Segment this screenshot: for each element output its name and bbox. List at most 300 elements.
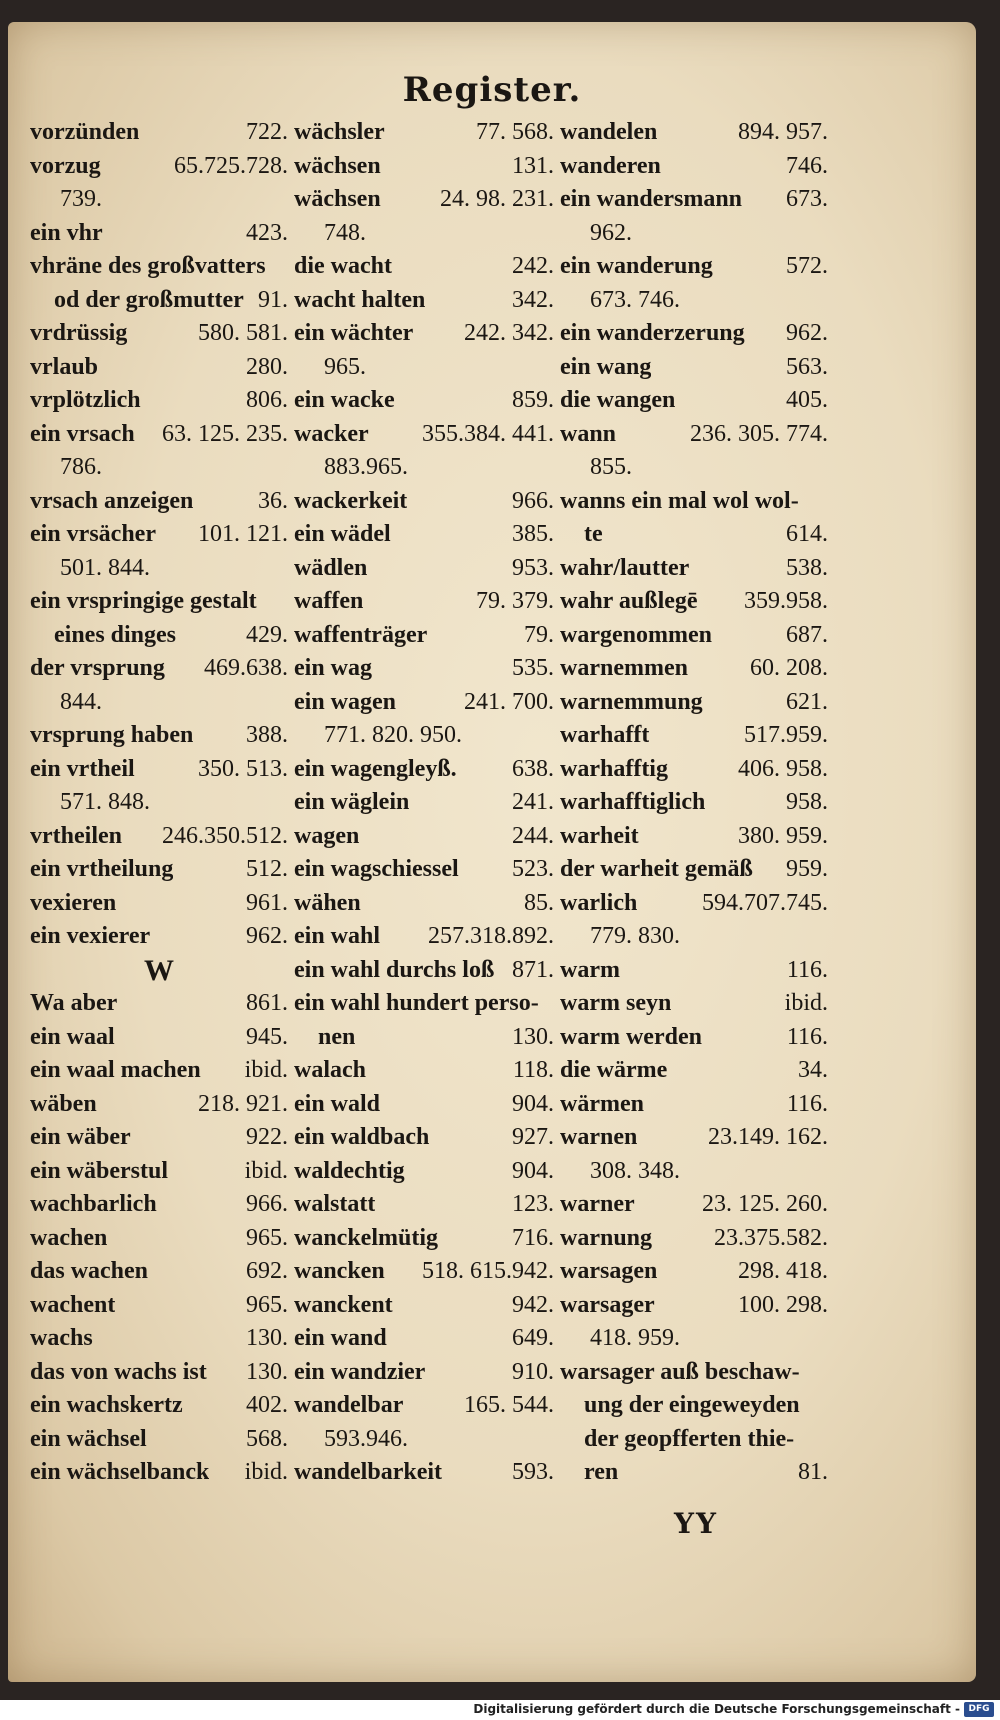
index-entry <box>560 418 828 452</box>
entry-page-refs: 355.384. 441. <box>422 420 554 447</box>
entry-page-refs: 927. <box>512 1124 554 1150</box>
entry-term: waldechtig <box>294 1157 405 1184</box>
entry-page-refs: 593.946. <box>324 1425 408 1452</box>
entry-term: ein waal <box>30 1023 115 1050</box>
entry-term: vrtheilen <box>30 822 122 849</box>
entry-page-refs: 722. <box>246 119 288 145</box>
entry-page-refs: 962. <box>786 320 828 346</box>
page-title: Register. <box>402 70 582 110</box>
index-entry <box>560 1054 828 1088</box>
entry-page-refs: 844. <box>60 688 102 715</box>
entry-page-refs: 904. <box>512 1157 554 1184</box>
entry-page-refs: 786. <box>60 454 102 480</box>
entry-page-refs: 538. <box>786 554 828 581</box>
index-entry <box>294 786 554 820</box>
entry-term: der warheit gemäß <box>560 856 753 882</box>
index-entry <box>560 619 828 653</box>
entry-term: warnemmung <box>560 688 703 715</box>
index-column-3 <box>560 116 828 1490</box>
entry-term: wanderen <box>560 152 661 179</box>
index-entry <box>30 1121 288 1155</box>
index-entry <box>30 183 288 217</box>
entry-term: wächsen <box>294 152 381 179</box>
entry-term: wandelen <box>560 119 658 145</box>
index-entry <box>30 116 288 150</box>
entry-page-refs: 380. 959. <box>738 822 828 849</box>
entry-term: wahr/lautter <box>560 554 690 581</box>
entry-page-refs: 23. 125. 260. <box>702 1191 828 1217</box>
index-entry <box>560 686 828 720</box>
index-entry <box>560 820 828 854</box>
index-entry <box>294 853 554 887</box>
index-entry <box>30 719 288 753</box>
index-entry <box>294 317 554 351</box>
entry-page-refs: 859. <box>512 387 554 413</box>
index-entry <box>294 284 554 318</box>
entry-term: warnen <box>560 1124 638 1150</box>
entry-page-refs: 501. 844. <box>60 554 150 581</box>
index-entry <box>30 150 288 184</box>
entry-term: warsagen <box>560 1258 658 1284</box>
entry-page-refs: 748. <box>324 219 366 246</box>
entry-term: ein wächsel <box>30 1425 147 1452</box>
entry-page-refs: 594.707.745. <box>702 889 828 916</box>
entry-page-refs: 118. <box>512 1057 554 1083</box>
index-entry <box>294 1356 554 1390</box>
entry-term: wacker <box>294 420 369 447</box>
entry-page-refs: 385. <box>512 521 554 547</box>
index-entry <box>560 284 828 318</box>
book-page <box>8 22 976 1682</box>
entry-term: wancken <box>294 1258 385 1284</box>
entry-page-refs: 638. <box>512 755 554 782</box>
entry-term: ein wald <box>294 1090 381 1117</box>
index-entry <box>30 920 288 954</box>
entry-page-refs: 34. <box>798 1057 828 1083</box>
entry-term: warnung <box>560 1224 653 1251</box>
entry-page-refs: 359.958. <box>744 588 828 614</box>
index-entry <box>560 1456 828 1490</box>
index-entry <box>30 351 288 385</box>
entry-term: vrsach anzeigen <box>30 487 194 514</box>
entry-term: waffenträger <box>294 621 428 648</box>
entry-term: wacht halten <box>294 286 426 313</box>
index-entry <box>294 116 554 150</box>
entry-term: od der großmutter <box>54 286 244 313</box>
entry-term: die wangen <box>560 387 676 413</box>
entry-page-refs: 81. <box>798 1459 828 1485</box>
entry-page-refs: 958. <box>786 789 828 815</box>
entry-page-refs: 23.375.582. <box>714 1224 828 1251</box>
index-entry <box>560 987 828 1021</box>
index-entry <box>560 853 828 887</box>
entry-term: ein vhr <box>30 219 103 246</box>
entry-page-refs: 894. 957. <box>738 119 828 145</box>
entry-term: vrlaub <box>30 353 99 380</box>
entry-page-refs: 771. 820. 950. <box>324 722 462 748</box>
entry-page-refs: 406. 958. <box>738 755 828 782</box>
entry-page-refs: ibid. <box>784 990 828 1016</box>
index-entry <box>560 585 828 619</box>
entry-term: wächsen <box>294 186 381 212</box>
entry-page-refs: ibid. <box>244 1157 288 1184</box>
entry-page-refs: 687. <box>786 621 828 648</box>
entry-term: ein wäglein <box>294 789 410 815</box>
entry-term: warheit <box>560 822 639 849</box>
entry-page-refs: 280. <box>246 353 288 380</box>
entry-term: ren <box>584 1459 619 1485</box>
index-entry <box>560 1021 828 1055</box>
entry-term: vhräne des großvatters <box>30 253 266 279</box>
index-entry <box>560 1088 828 1122</box>
index-entry <box>294 954 554 988</box>
index-entry <box>294 753 554 787</box>
entry-term: warlich <box>560 889 638 916</box>
entry-page-refs: 942. <box>512 1291 554 1318</box>
entry-term: die wärme <box>560 1057 668 1083</box>
entry-term: vrsprung haben <box>30 722 194 748</box>
index-entry <box>560 954 828 988</box>
index-entry <box>294 150 554 184</box>
index-entry <box>560 351 828 385</box>
index-entry <box>294 1088 554 1122</box>
entry-term: Wa aber <box>30 990 118 1016</box>
index-entry <box>560 887 828 921</box>
entry-term: ein vrtheilung <box>30 856 174 882</box>
index-entry <box>294 1021 554 1055</box>
entry-term: ein vrtheil <box>30 755 135 782</box>
entry-page-refs: 79. <box>524 621 554 648</box>
entry-term: ein wahl <box>294 923 381 949</box>
entry-term: ein wächselbanck <box>30 1459 210 1485</box>
entry-page-refs: 24. 98. 231. <box>440 186 554 212</box>
entry-term: te <box>584 521 603 547</box>
index-entry <box>560 518 828 552</box>
index-entry <box>294 619 554 653</box>
index-entry <box>30 585 288 619</box>
entry-page-refs: 130. <box>246 1325 288 1351</box>
index-entry <box>560 652 828 686</box>
index-entry <box>294 1389 554 1423</box>
entry-term: wahr außlegē <box>560 588 698 614</box>
entry-page-refs: 962. <box>590 219 632 246</box>
index-entry <box>294 1121 554 1155</box>
index-entry <box>30 317 288 351</box>
entry-page-refs: 418. 959. <box>590 1325 680 1351</box>
entry-term: ein wachskertz <box>30 1392 183 1418</box>
index-entry <box>560 485 828 519</box>
entry-page-refs: 953. <box>512 554 554 581</box>
index-entry <box>30 820 288 854</box>
index-entry <box>294 686 554 720</box>
entry-term: wandelbarkeit <box>294 1459 443 1485</box>
index-column-2 <box>294 116 554 1490</box>
entry-term: wachbarlich <box>30 1191 157 1217</box>
index-entry <box>30 451 288 485</box>
entry-term: warner <box>560 1191 635 1217</box>
entry-term: walach <box>294 1057 366 1083</box>
index-entry <box>30 384 288 418</box>
entry-term: wann <box>560 420 617 447</box>
entry-page-refs: 806. <box>246 387 288 413</box>
signature-mark: YY <box>674 1507 718 1540</box>
entry-page-refs: 871. <box>512 956 554 983</box>
entry-term: warm seyn <box>560 990 672 1016</box>
index-entry <box>294 1155 554 1189</box>
entry-page-refs: 469.638. <box>204 655 288 681</box>
index-entry <box>294 451 554 485</box>
entry-page-refs: 966. <box>246 1191 288 1217</box>
index-entry <box>294 920 554 954</box>
index-entry <box>30 1322 288 1356</box>
entry-page-refs: 131. <box>512 152 554 179</box>
entry-term: ein wagschiessel <box>294 856 459 882</box>
index-entry <box>294 719 554 753</box>
footer-credit: Digitalisierung gefördert durch die Deutsche Forschungsgemeinschaft - <box>473 1702 960 1716</box>
index-entry <box>30 284 288 318</box>
entry-page-refs: 242. 342. <box>464 320 554 346</box>
entry-term: ein vexierer <box>30 923 151 949</box>
entry-term: warnemmen <box>560 655 688 681</box>
entry-page-refs: 342. <box>512 286 554 313</box>
entry-page-refs: 257.318.892. <box>428 923 554 949</box>
entry-term: warm werden <box>560 1023 702 1050</box>
index-entry <box>294 351 554 385</box>
index-entry <box>294 518 554 552</box>
index-entry <box>560 1155 828 1189</box>
entry-page-refs: 962. <box>246 923 288 949</box>
index-entry <box>560 183 828 217</box>
entry-page-refs: 922. <box>246 1124 288 1150</box>
entry-page-refs: 165. 544. <box>464 1392 554 1418</box>
index-entry <box>294 652 554 686</box>
entry-page-refs: 241. 700. <box>464 688 554 715</box>
index-entry <box>30 1054 288 1088</box>
entry-page-refs: 571. 848. <box>60 789 150 815</box>
entry-term: wärmen <box>560 1090 644 1117</box>
entry-page-refs: 60. 208. <box>750 655 828 681</box>
entry-page-refs: 572. <box>786 253 828 279</box>
index-entry <box>30 1389 288 1423</box>
entry-term: ein wagengleyß. <box>294 755 457 782</box>
entry-page-refs: 308. 348. <box>590 1157 680 1184</box>
entry-page-refs: 861. <box>246 990 288 1016</box>
entry-term: warhafftig <box>560 755 668 782</box>
entry-page-refs: 965. <box>324 353 366 380</box>
entry-term: vexieren <box>30 889 117 916</box>
entry-page-refs: 123. <box>512 1191 554 1217</box>
index-entry <box>30 1255 288 1289</box>
index-entry <box>30 686 288 720</box>
entry-term: ung der eingeweyden <box>584 1392 800 1418</box>
entry-page-refs: 79. 379. <box>476 588 554 614</box>
entry-page-refs: 910. <box>512 1358 554 1385</box>
entry-page-refs: 130. <box>246 1358 288 1385</box>
entry-term: ein wanderung <box>560 253 713 279</box>
entry-page-refs: 388. <box>246 722 288 748</box>
entry-page-refs: 429. <box>246 621 288 648</box>
entry-page-refs: 91. <box>258 286 288 313</box>
entry-term: wächsler <box>294 119 385 145</box>
index-entry <box>30 217 288 251</box>
index-entry <box>30 1188 288 1222</box>
index-entry <box>30 1155 288 1189</box>
index-entry <box>560 1222 828 1256</box>
entry-term: ein wahl durchs loß <box>294 956 495 983</box>
entry-page-refs: 855. <box>590 454 632 480</box>
entry-page-refs: 85. <box>524 889 554 916</box>
entry-term: warsager auß beschaw- <box>560 1358 800 1385</box>
index-entry <box>30 518 288 552</box>
entry-term: waffen <box>294 588 364 614</box>
index-entry <box>294 1255 554 1289</box>
entry-page-refs: 512. <box>246 856 288 882</box>
index-entry <box>294 1222 554 1256</box>
index-entry <box>30 552 288 586</box>
entry-page-refs: ibid. <box>244 1459 288 1485</box>
index-entry <box>560 250 828 284</box>
entry-page-refs: 218. 921. <box>198 1090 288 1117</box>
entry-term: wagen <box>294 822 360 849</box>
index-entry <box>30 1456 288 1490</box>
entry-term: ein wächter <box>294 320 414 346</box>
entry-page-refs: 100. 298. <box>738 1291 828 1318</box>
entry-page-refs: 63. 125. 235. <box>162 420 288 447</box>
index-entry <box>560 1423 828 1457</box>
index-entry <box>560 384 828 418</box>
index-entry <box>294 552 554 586</box>
index-entry <box>560 1188 828 1222</box>
entry-term: ein vrsach <box>30 420 135 447</box>
index-entry <box>294 820 554 854</box>
entry-term: vrplötzlich <box>30 387 141 413</box>
entry-term: ein wäberstul <box>30 1157 168 1184</box>
index-entry <box>294 887 554 921</box>
index-entry <box>30 1021 288 1055</box>
entry-term: wäben <box>30 1090 97 1117</box>
entry-page-refs: 716. <box>512 1224 554 1251</box>
entry-page-refs: 242. <box>512 253 554 279</box>
entry-page-refs: 883.965. <box>324 454 408 480</box>
entry-page-refs: 959. <box>786 856 828 882</box>
index-entry <box>560 1389 828 1423</box>
footer-bar <box>0 1700 1000 1720</box>
index-entry <box>294 585 554 619</box>
entry-term: ein waldbach <box>294 1124 430 1150</box>
entry-page-refs: 523. <box>512 856 554 882</box>
entry-term: ein waal machen <box>30 1057 201 1083</box>
entry-page-refs: 244. <box>512 822 554 849</box>
entry-term: warhafft <box>560 722 650 748</box>
entry-page-refs: 563. <box>786 353 828 380</box>
entry-page-refs: 246.350.512. <box>162 822 288 849</box>
index-entry <box>560 552 828 586</box>
index-entry <box>30 753 288 787</box>
entry-page-refs: 116. <box>786 1090 828 1117</box>
entry-page-refs: 649. <box>512 1325 554 1351</box>
entry-term: wanckelmütig <box>294 1224 438 1251</box>
entry-page-refs: 241. <box>512 789 554 815</box>
entry-page-refs: 130. <box>512 1023 554 1050</box>
index-entry <box>30 1222 288 1256</box>
entry-term: ein vrspringige gestalt <box>30 588 257 614</box>
entry-term: warhafftiglich <box>560 789 706 815</box>
entry-term: nen <box>318 1023 356 1050</box>
index-entry <box>560 753 828 787</box>
entry-page-refs: 517.959. <box>744 722 828 748</box>
index-entry <box>30 1088 288 1122</box>
index-entry <box>294 1289 554 1323</box>
index-entry <box>560 719 828 753</box>
index-entry <box>30 652 288 686</box>
entry-page-refs: 692. <box>246 1258 288 1284</box>
index-entry <box>30 1423 288 1457</box>
entry-term: vrdrüssig <box>30 320 128 346</box>
index-entry <box>294 485 554 519</box>
entry-term: wandelbar <box>294 1392 404 1418</box>
entry-term: ein wand <box>294 1325 387 1351</box>
entry-page-refs: 405. <box>786 387 828 413</box>
index-entry <box>30 1356 288 1390</box>
index-entry <box>294 183 554 217</box>
entry-term: ein wahl hundert perso- <box>294 990 539 1016</box>
index-entry <box>30 853 288 887</box>
entry-page-refs: 621. <box>786 688 828 715</box>
entry-page-refs: 673. 746. <box>590 286 680 313</box>
index-entry <box>30 418 288 452</box>
entry-term: ein wang <box>560 353 652 380</box>
entry-term: die wacht <box>294 253 392 279</box>
entry-term: wargenommen <box>560 621 712 648</box>
index-entry <box>30 786 288 820</box>
entry-page-refs: 402. <box>246 1392 288 1418</box>
entry-term: ein vrsächer <box>30 521 156 547</box>
index-entry <box>30 887 288 921</box>
entry-page-refs: 966. <box>512 487 554 514</box>
index-entry <box>30 250 288 284</box>
entry-page-refs: 779. 830. <box>590 923 680 949</box>
index-entry <box>30 987 288 1021</box>
entry-page-refs: 535. <box>512 655 554 681</box>
entry-page-refs: 568. <box>246 1425 288 1452</box>
entry-term: ein wandersmann <box>560 186 743 212</box>
entry-term: wachent <box>30 1291 116 1318</box>
index-entry <box>294 418 554 452</box>
index-entry <box>560 1289 828 1323</box>
entry-term: der geopfferten thie- <box>584 1425 795 1452</box>
entry-term: vorzünden <box>30 119 140 145</box>
entry-term: das wachen <box>30 1258 149 1284</box>
index-entry <box>30 485 288 519</box>
index-entry <box>560 150 828 184</box>
entry-term: wachs <box>30 1325 93 1351</box>
index-entry <box>294 1322 554 1356</box>
entry-page-refs: 593. <box>512 1459 554 1485</box>
index-entry <box>294 1423 554 1457</box>
index-entry <box>560 1255 828 1289</box>
entry-page-refs: 116. <box>786 956 828 983</box>
entry-term: der vrsprung <box>30 655 165 681</box>
index-column-1 <box>30 116 288 1490</box>
entry-page-refs: 23.149. 162. <box>708 1124 828 1150</box>
index-entry <box>30 619 288 653</box>
index-entry <box>560 317 828 351</box>
entry-term: wanckent <box>294 1291 393 1318</box>
entry-page-refs: 580. 581. <box>198 320 288 346</box>
section-letter <box>30 954 288 988</box>
entry-term: ein wäber <box>30 1124 131 1150</box>
index-entry <box>294 1188 554 1222</box>
